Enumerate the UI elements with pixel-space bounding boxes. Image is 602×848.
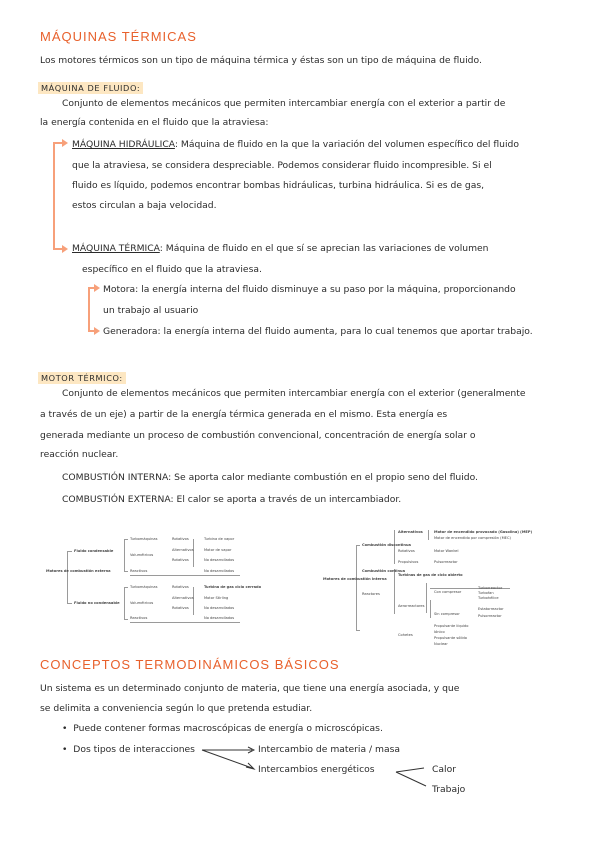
diagram-node: Reactivos bbox=[130, 616, 148, 620]
generadora-line: Generadora: la energía interna del fluido aumenta, para lo cual tenemos que aportar trabajo. bbox=[103, 326, 533, 337]
hidraulica-label: MÁQUINA HIDRÁULICA bbox=[72, 139, 175, 150]
diagram-node: Turbohélice bbox=[478, 596, 499, 600]
diagram-node: Iónico bbox=[434, 630, 445, 634]
conceptos-def-line-2: se delimita a conveniencia según lo que pretenda estudiar. bbox=[40, 703, 313, 714]
diagram-node: Pulsorreactor bbox=[434, 560, 458, 564]
hidraulica-line-4: estos circulan a baja velocidad. bbox=[72, 200, 217, 211]
diagram-node: Alternativos bbox=[398, 530, 423, 534]
diagram-node: Motor Stirling bbox=[204, 596, 229, 600]
calor-label: Calor bbox=[432, 764, 456, 775]
diagram-node: Con compresor bbox=[434, 590, 462, 594]
diagram-node: Motor de vapor bbox=[204, 548, 232, 552]
bullet-item: • Dos tipos de interacciones bbox=[62, 744, 195, 755]
diagram-node-condensable: Fluido condensable bbox=[74, 549, 114, 553]
diagram-node: No desarrollados bbox=[204, 569, 235, 573]
termica-line-1: MÁQUINA TÉRMICA: Máquina de fluido en el que sí se aprecian las variaciones de volumen bbox=[72, 243, 489, 254]
diagram-node: Rotativos bbox=[172, 537, 189, 541]
diagram-node-root-interna: Motores de combustión interna bbox=[323, 577, 387, 581]
diagram-node: Rotativos bbox=[172, 558, 189, 562]
intercambio-masa: Intercambio de materia / masa bbox=[258, 744, 401, 755]
diagram-node: Reactores bbox=[362, 592, 380, 596]
arrow-right-icon bbox=[62, 139, 68, 147]
arrow-icon bbox=[396, 772, 426, 786]
diagram-node: No desarrollados bbox=[204, 616, 235, 620]
arrow-icon bbox=[396, 768, 424, 772]
diagram-node-discontinua: Combustión discontinua bbox=[362, 543, 411, 547]
diagram-node: Turbina de gas ciclo cerrado bbox=[204, 585, 262, 589]
diagram-node: Nuclear bbox=[434, 642, 448, 646]
diagram-node-no-condensable: Fluido no condensable bbox=[74, 601, 120, 605]
diagram-node: Sin compresor bbox=[434, 612, 460, 616]
hidraulica-line-1: MÁQUINA HIDRÁULICA: Máquina de fluido en la que la variación del volumen específico del fluido bbox=[72, 139, 520, 150]
diagram-node: Motor Wankel bbox=[434, 549, 459, 553]
arrow-icon bbox=[202, 750, 252, 768]
termica-label: MÁQUINA TÉRMICA bbox=[72, 243, 160, 254]
diagram-node: Aerorreactores bbox=[398, 604, 425, 608]
hidraulica-line-3: fluido es líquido, podemos encontrar bombas hidráulicas, turbina hidráulica. Si es de gas, bbox=[72, 180, 485, 191]
diagram-node: Rotativos bbox=[172, 606, 189, 610]
diagram-node: Turbofan bbox=[478, 591, 494, 595]
trabajo-label: Trabajo bbox=[432, 784, 466, 795]
conceptos-def-line-1: Un sistema es un determinado conjunto de materia, que tiene una energía asociada, y que bbox=[40, 683, 460, 694]
diagram-node: No desarrollados bbox=[204, 558, 235, 562]
arrow-right-icon bbox=[62, 245, 68, 253]
heading-motor-termico: MOTOR TÉRMICO: bbox=[38, 372, 126, 384]
bullet-item: • Puede contener formas macroscópicas de energía o microscópicas. bbox=[62, 723, 383, 734]
diagram-node: Turbinas de gas de ciclo abierto bbox=[398, 573, 463, 577]
bullet-icon: • bbox=[62, 723, 74, 734]
diagram-node: Turbina de vapor bbox=[204, 537, 235, 541]
section-title-conceptos: CONCEPTOS TERMODINÁMICOS BÁSICOS bbox=[40, 657, 340, 672]
termica-line-2: específico en el fluido que la atraviesa. bbox=[82, 264, 262, 275]
diagram-node: Volumétricos bbox=[130, 601, 154, 605]
diagram-node: Propulsante líquido bbox=[434, 624, 469, 628]
diagram-node: Pulsorreactor bbox=[478, 614, 502, 618]
diagram-node: No desarrollados bbox=[204, 606, 235, 610]
diagram-node: Turborreactor bbox=[478, 586, 503, 590]
motor-def-line-1: Conjunto de elementos mecánicos que permiten intercambiar energía con el exterior (generalmente bbox=[62, 388, 526, 399]
bullet-icon: • bbox=[62, 744, 74, 755]
branch-arrow-line bbox=[88, 287, 90, 331]
combustion-interna-line: COMBUSTIÓN INTERNA: Se aporta calor mediante combustión en el propio seno del fluido. bbox=[62, 472, 478, 483]
diagram-node: Alternativos bbox=[172, 596, 194, 600]
arrow-right-icon bbox=[94, 284, 100, 292]
diagram-node: Motor de encendido provocado (Gasolina) (MEP) bbox=[434, 530, 533, 534]
heading-maquina-fluido: MÁQUINA DE FLUIDO: bbox=[38, 82, 143, 94]
fluid-def-line-2: la energía contenida en el fluido que la atraviesa: bbox=[40, 117, 269, 128]
section-title-maquinas-termicas: MÁQUINAS TÉRMICAS bbox=[40, 29, 197, 44]
diagram-node: Rotativos bbox=[398, 549, 415, 553]
diagram-node: Estatorreactor bbox=[478, 607, 504, 611]
diagram-node: Reactivos bbox=[130, 569, 148, 573]
diagram-node: Propulsante sólido bbox=[434, 636, 467, 640]
intercambios-energeticos: Intercambios energéticos bbox=[258, 764, 375, 775]
diagram-node: Rotativos bbox=[172, 585, 189, 589]
diagram-node: Propulsivos bbox=[398, 560, 419, 564]
motor-def-line-3: generada mediante un proceso de combustión convencional, concentración de energía solar o bbox=[40, 430, 476, 441]
diagram-node: Turbomáquinas bbox=[130, 585, 158, 589]
diagram-node: Motor de encendido por compresión (MEC) bbox=[434, 536, 511, 540]
arrow-right-icon bbox=[94, 327, 100, 335]
diagram-node-continua: Combustión continua bbox=[362, 569, 405, 573]
combustion-externa-line: COMBUSTIÓN EXTERNA: El calor se aporta a través de un intercambiador. bbox=[62, 494, 402, 505]
diagram-node: Volumétricos bbox=[130, 553, 154, 557]
diagram-node: Alternativos bbox=[172, 548, 194, 552]
intro-text: Los motores térmicos son un tipo de máquina térmica y éstas son un tipo de máquina de fluido. bbox=[40, 55, 482, 66]
diagram-node: Turbomáquinas bbox=[130, 537, 158, 541]
motor-def-line-2: a través de un eje) a partir de la energía térmica generada en el mismo. Esta energía es bbox=[40, 409, 448, 420]
motor-def-line-4: reacción nuclear. bbox=[40, 449, 119, 460]
diagram-node: Cohetes bbox=[398, 633, 413, 637]
motora-line-2: un trabajo al usuario bbox=[103, 305, 199, 316]
fluid-def-line-1: Conjunto de elementos mecánicos que permiten intercambiar energía con el exterior a partir de bbox=[62, 98, 506, 109]
diagram-node-root-externa: Motores de combustión externa bbox=[46, 569, 111, 573]
motora-line-1: Motora: la energía interna del fluido disminuye a su paso por la máquina, proporcionando bbox=[103, 284, 516, 295]
hidraulica-line-2: que la atraviesa, se considera despreciable. Podemos considerar fluido incompresible. Si el bbox=[72, 160, 492, 171]
branch-arrow-line bbox=[53, 142, 55, 249]
